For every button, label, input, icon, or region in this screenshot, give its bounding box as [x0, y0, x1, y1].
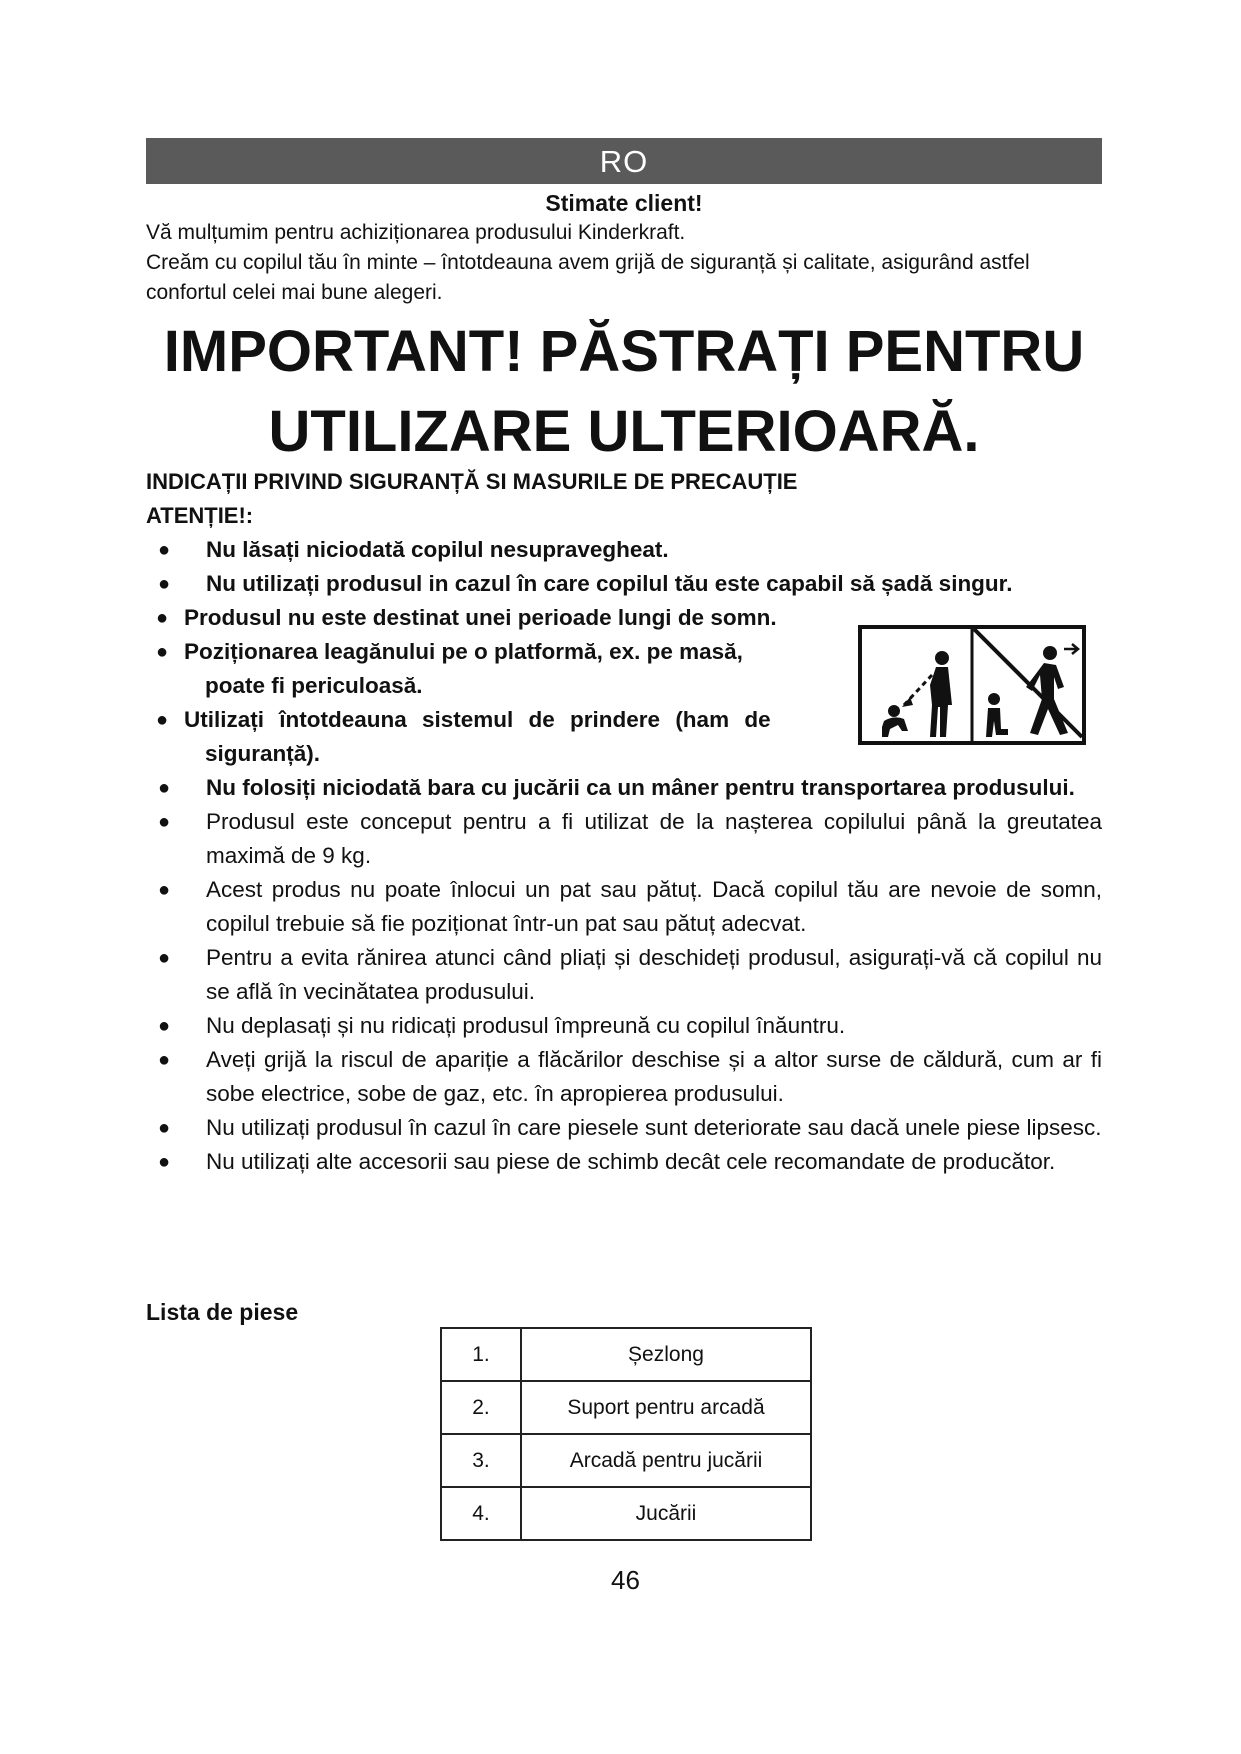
- safety-title: INDICAȚII PRIVIND SIGURANȚĂ SI MASURILE DE PRECAUȚIE: [146, 469, 798, 494]
- list-item: ● Poziționarea leagănului pe o platformă, ex. pe masă, poate fi periculoasă.: [146, 635, 834, 703]
- bullet-icon: ●: [156, 641, 169, 663]
- part-number: 4.: [441, 1487, 521, 1540]
- important-notice: [146, 312, 1102, 472]
- table-row: [441, 1328, 811, 1381]
- bullet-icon: ●: [158, 947, 171, 969]
- table-row: [441, 1381, 811, 1434]
- bullet-icon: ●: [158, 1117, 171, 1139]
- bullet-icon: ●: [158, 573, 171, 595]
- part-name: Arcadă pentru jucării: [521, 1434, 811, 1487]
- intro-line-2: Creăm cu copilul tău în minte – întotdeauna avem grijă de siguranță și calitate, asigurând astfel confortul celei mai bune alegeri.: [146, 251, 1030, 304]
- list-item: ● Nu utilizați alte accesorii sau piese de schimb decât cele recomandate de producător.: [146, 1145, 1102, 1179]
- part-name: Suport pentru arcadă: [521, 1381, 811, 1434]
- list-item: ● Nu deplasați și nu ridicați produsul împreună cu copilul înăuntru.: [146, 1009, 1102, 1043]
- list-item: ● Aveți grijă la riscul de apariție a flăcărilor deschise și a altor surse de căldură, cum ar fi sobe electrice, sobe de gaz, etc. în apropierea produsului.: [146, 1043, 1102, 1111]
- bullet-icon: ●: [158, 1049, 171, 1071]
- bullet-icon: ●: [156, 709, 169, 731]
- part-number: 1.: [441, 1328, 521, 1381]
- list-item: ● Nu lăsați niciodată copilul nesupravegheat.: [146, 533, 1102, 567]
- intro-text: [146, 218, 1106, 308]
- part-name: Șezlong: [521, 1328, 811, 1381]
- table-row: [441, 1434, 811, 1487]
- intro-line-1: Vă mulțumim pentru achiziționarea produsului Kinderkraft.: [146, 221, 686, 244]
- list-item: ● Pentru a evita rănirea atunci când pliați și deschideți produsul, asigurați-vă că copilul nu se află în vecinătatea produsului.: [146, 941, 1102, 1009]
- parts-list-title: Lista de piese: [146, 1299, 299, 1325]
- part-number: 3.: [441, 1434, 521, 1487]
- list-item: ● Nu utilizați produsul în cazul în care piesele sunt deteriorate sau dacă unele piese lipsesc.: [146, 1111, 1102, 1145]
- table-row: [441, 1487, 811, 1540]
- bullet-icon: ●: [158, 879, 171, 901]
- list-item: ● Nu folosiți niciodată bara cu jucării ca un mâner pentru transportarea produsului.: [146, 771, 1102, 805]
- list-item: ● Acest produs nu poate înlocui un pat sau pătuț. Dacă copilul tău are nevoie de somn, copilul trebuie să fie poziționat într-un pat sau pătuț adecvat.: [146, 873, 1102, 941]
- bullet-icon: ●: [156, 607, 169, 629]
- attention-label: ATENȚIE!:: [146, 503, 254, 528]
- bullet-icon: ●: [158, 1151, 171, 1173]
- list-item: ● Produsul este conceput pentru a fi utilizat de la nașterea copilului până la greutatea maximă de 9 kg.: [146, 805, 1102, 873]
- parts-table: [440, 1327, 812, 1541]
- do-not-leave-child-unattended-pictogram: [858, 625, 1086, 745]
- list-item: ● Utilizați întotdeauna sistemul de prindere (ham de siguranță).: [146, 703, 834, 771]
- list-item: ● Produsul nu este destinat unei perioade lungi de somn.: [146, 601, 834, 635]
- language-label: RO: [599, 144, 649, 179]
- important-line-1: IMPORTANT! PĂSTRAȚI PENTRU: [163, 319, 1085, 384]
- language-header-bar: [146, 138, 1102, 184]
- important-line-2: UTILIZARE ULTERIOARĂ.: [268, 399, 980, 464]
- bullet-icon: ●: [158, 539, 171, 561]
- part-name: Jucării: [521, 1487, 811, 1540]
- greeting: Stimate client!: [545, 190, 703, 216]
- safety-heading: [146, 465, 797, 533]
- part-number: 2.: [441, 1381, 521, 1434]
- bullet-icon: ●: [158, 777, 171, 799]
- list-item: ● Nu utilizați produsul in cazul în care copilul tău este capabil să șadă singur.: [146, 567, 1102, 601]
- page-number: 46: [611, 1565, 640, 1595]
- bullet-icon: ●: [158, 811, 171, 833]
- bullet-icon: ●: [158, 1015, 171, 1037]
